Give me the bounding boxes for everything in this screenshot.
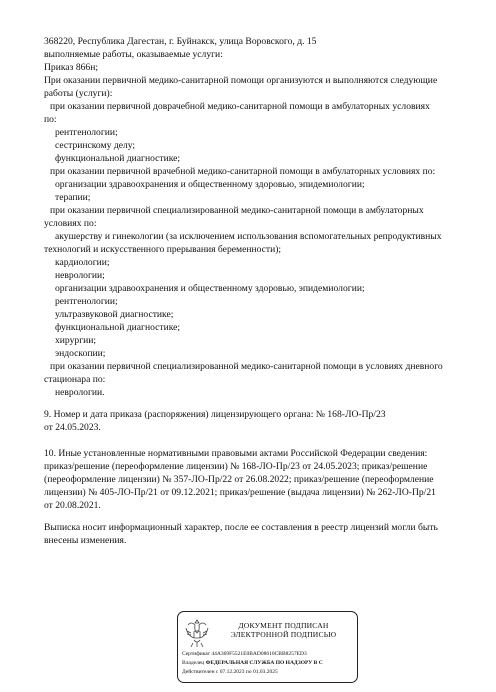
e-signature-stamp bbox=[177, 611, 358, 683]
service-item: неврологии; bbox=[55, 270, 105, 281]
service-item: организации здравоохранения и общественному здоровью, эпидемиологии; bbox=[55, 179, 365, 190]
service-item: сестринскому делу; bbox=[55, 140, 136, 151]
owner-value: ФЕДЕРАЛЬНАЯ СЛУЖБА ПО НАДЗОРУ В С bbox=[205, 660, 323, 666]
stamp-title: ДОКУМЕНТ ПОДПИСАН bbox=[238, 621, 329, 630]
section-10-line: лицензии) № 405-ЛО-Пр/21 от 09.12.2021; приказ/решение (выдача лицензии) № 262-ЛО-Пр/21 bbox=[44, 487, 436, 498]
address-line: 368220, Республика Дагестан, г. Буйнакск, улица Воровского, д. 15 bbox=[44, 36, 317, 47]
coat-of-arms-icon bbox=[182, 616, 212, 650]
certificate-label: Сертификат bbox=[182, 651, 210, 657]
section-9-line: 9. Номер и дата приказа (распоряжения) лицензирующего органа: № 168-ЛО-Пр/23 bbox=[44, 409, 386, 420]
text-line: работы (услуги): bbox=[44, 88, 113, 99]
service-item: функциональной диагностике; bbox=[55, 153, 181, 164]
text-line: при оказании первичной врачебной медико-санитарной помощи в амбулаторных условиях по: bbox=[50, 166, 436, 177]
text-line: При оказании первичной медико-санитарной помощи организуются и выполняются следующие bbox=[44, 75, 438, 86]
owner-label: Владелец bbox=[182, 660, 205, 666]
text-line: технологий и искусственного прерывания беременности); bbox=[44, 244, 282, 255]
text-line: при оказании первичной специализированной медико-санитарной помощи в условиях дневного bbox=[50, 361, 443, 372]
section-9-line: от 24.05.2023. bbox=[44, 422, 101, 433]
text-line: по: bbox=[44, 114, 57, 125]
service-item: кардиологии; bbox=[55, 257, 110, 268]
service-item: рентгенологии; bbox=[55, 296, 118, 307]
service-item: организации здравоохранения и общественному здоровью, эпидемиологии; bbox=[55, 283, 365, 294]
text-line: выполняемые работы, оказываемые услуги: bbox=[44, 49, 223, 60]
section-10-line: приказ/решение (переоформление лицензии) № 168-ЛО-Пр/23 от 24.05.2023; приказ/решение bbox=[44, 461, 428, 472]
service-item: ультразвуковой диагностике; bbox=[55, 309, 174, 320]
service-item: эндоскопии; bbox=[55, 348, 106, 359]
text-line: при оказании первичной доврачебной медико-санитарной помощи в амбулаторных условиях bbox=[50, 101, 430, 112]
service-item: акушерству и гинекологии (за исключением использования вспомогательных репродуктивных bbox=[55, 231, 442, 242]
certificate-row bbox=[182, 651, 307, 658]
validity-period: Действителен с 07.12.2023 по 01.03.2025 bbox=[182, 669, 278, 675]
service-item: неврологии. bbox=[55, 387, 105, 398]
service-item: терапии; bbox=[55, 192, 91, 203]
service-item: функциональной диагностике; bbox=[55, 322, 181, 333]
service-item: хирургии; bbox=[55, 335, 97, 346]
owner-row bbox=[182, 660, 323, 667]
text-line: стационара по: bbox=[44, 374, 106, 385]
service-item: рентгенологии; bbox=[55, 127, 118, 138]
stamp-subtitle: ЭЛЕКТРОННОЙ ПОДПИСЬЮ bbox=[230, 630, 337, 639]
section-10-line: (переоформление лицензии) № 357-ЛО-Пр/22 от 26.08.2022; приказ/решение (переоформление bbox=[44, 474, 434, 485]
certificate-value: 44A369F5521E0BAD08610CBB8257ED3 bbox=[211, 651, 307, 657]
text-line: при оказании первичной специализированной медико-санитарной помощи в амбулаторных bbox=[50, 205, 424, 216]
text-line: Приказ 866н; bbox=[44, 62, 99, 73]
note-line: Выписка носит информационный характер, после ее составления в реестр лицензий могли быть bbox=[44, 522, 438, 533]
text-line: условиях по: bbox=[44, 218, 97, 229]
section-10-line: от 20.08.2021. bbox=[44, 500, 101, 511]
section-10-line: 10. Иные установленные нормативными правовыми актами Российской Федерации сведения: bbox=[44, 448, 428, 459]
note-line: внесены изменения. bbox=[44, 535, 127, 546]
